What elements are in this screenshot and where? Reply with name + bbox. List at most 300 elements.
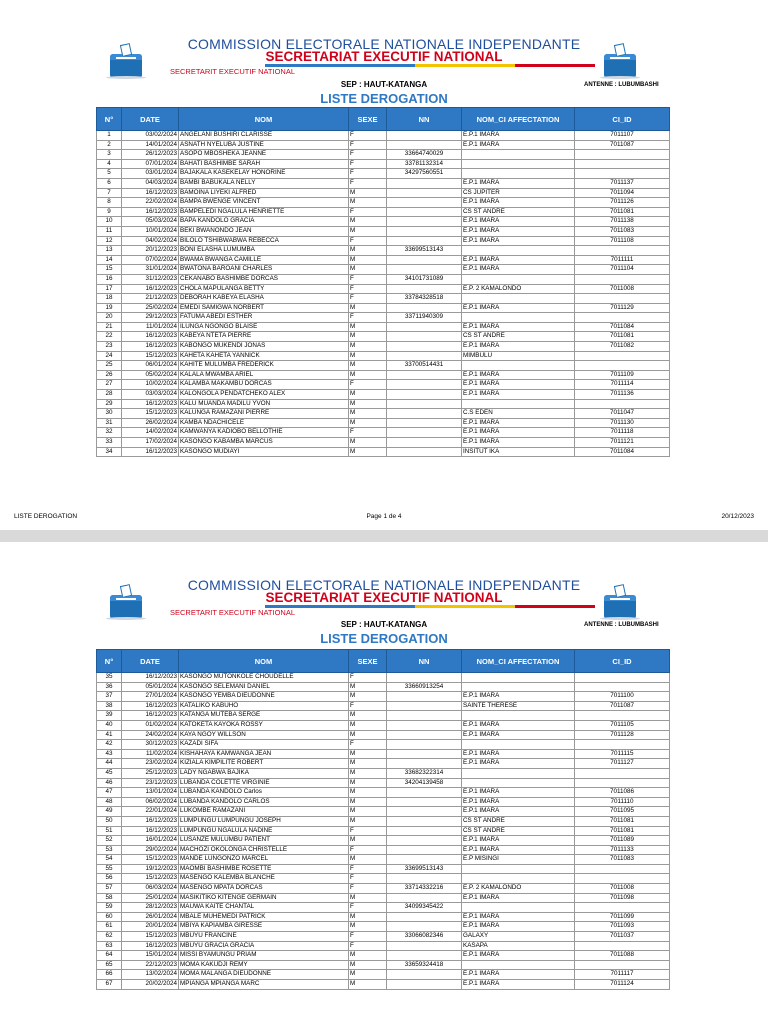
row-name: FATUMA ABEDI ESTHER <box>179 313 349 323</box>
table-row <box>97 788 670 798</box>
row-name: LUBANDA COLETTE VIRGINIE <box>179 778 349 788</box>
row-sex: M <box>349 960 387 970</box>
row-ci-id <box>575 711 670 721</box>
secretariat-title: SECRETARIAT EXECUTIF NATIONAL <box>265 49 503 64</box>
row-name: MPIANGA MPIANGA MARC <box>179 980 349 990</box>
row-ci-id <box>575 399 670 409</box>
row-nn <box>387 342 462 352</box>
row-ci-id <box>575 768 670 778</box>
row-sex: M <box>349 390 387 400</box>
col-ci-id-header: CI_ID <box>575 650 670 673</box>
table-row <box>97 759 670 769</box>
row-affectation <box>462 864 575 874</box>
row-affectation: E.P.1 IMARA <box>462 370 575 380</box>
row-ci-id: 7011129 <box>575 303 670 313</box>
table-row <box>97 692 670 702</box>
row-sex: F <box>349 932 387 942</box>
row-number: 17 <box>97 284 122 294</box>
col-ci-id-header: CI_ID <box>575 108 670 131</box>
row-ci-id: 7011109 <box>575 370 670 380</box>
row-date: 04/03/2024 <box>122 178 179 188</box>
row-number: 48 <box>97 797 122 807</box>
row-sex: F <box>349 845 387 855</box>
row-sex: M <box>349 730 387 740</box>
row-nn: 33699513143 <box>387 246 462 256</box>
row-number: 27 <box>97 380 122 390</box>
row-date: 16/12/2023 <box>122 711 179 721</box>
row-date: 04/02/2024 <box>122 236 179 246</box>
row-affectation: E.P.1 IMARA <box>462 797 575 807</box>
row-affectation: E.P.1 IMARA <box>462 692 575 702</box>
row-affectation <box>462 874 575 884</box>
row-name: LUBANDA KANDOLO Carlos <box>179 788 349 798</box>
row-affectation <box>462 682 575 692</box>
table-row <box>97 932 670 942</box>
row-date: 23/02/2024 <box>122 759 179 769</box>
table-row <box>97 720 670 730</box>
row-date: 30/12/2023 <box>122 740 179 750</box>
footer-date: 20/12/2023 <box>721 513 754 520</box>
row-name: CHOLA MAPULANGA BETTY <box>179 284 349 294</box>
row-number: 24 <box>97 351 122 361</box>
row-name: KALUNGA RAMAZANI PIERRE <box>179 409 349 419</box>
row-sex: M <box>349 893 387 903</box>
row-affectation: E.P.1 IMARA <box>462 418 575 428</box>
row-nn: 33660913254 <box>387 682 462 692</box>
row-name: MBALE MUHEMEDI PATRICK <box>179 912 349 922</box>
row-nn <box>387 284 462 294</box>
row-nn <box>387 380 462 390</box>
row-name: KAHITE MULUMBA FREDERICK <box>179 361 349 371</box>
row-ci-id: 7011126 <box>575 198 670 208</box>
row-sex: M <box>349 351 387 361</box>
row-affectation: E.P. 2 KAMALONDO <box>462 284 575 294</box>
table-row <box>97 951 670 961</box>
row-nn <box>387 701 462 711</box>
row-number: 67 <box>97 980 122 990</box>
col-date-header: DATE <box>122 650 179 673</box>
row-sex: F <box>349 150 387 160</box>
row-number: 60 <box>97 912 122 922</box>
row-sex: M <box>349 418 387 428</box>
row-affectation: E.P.1 IMARA <box>462 438 575 448</box>
row-date: 20/01/2024 <box>122 922 179 932</box>
row-nn: 33664740029 <box>387 150 462 160</box>
table-row <box>97 236 670 246</box>
row-affectation: E.P.1 IMARA <box>462 236 575 246</box>
row-nn <box>387 692 462 702</box>
row-number: 64 <box>97 951 122 961</box>
row-number: 38 <box>97 701 122 711</box>
row-name: BEKI BWANONDO JEAN <box>179 226 349 236</box>
row-date: 26/02/2024 <box>122 418 179 428</box>
table-row <box>97 816 670 826</box>
row-nn <box>387 428 462 438</box>
row-ci-id <box>575 313 670 323</box>
row-date: 25/02/2024 <box>122 303 179 313</box>
row-ci-id: 7011118 <box>575 428 670 438</box>
row-nn: 33781132314 <box>387 159 462 169</box>
document-page-2 <box>0 545 768 1024</box>
row-nn <box>387 749 462 759</box>
row-affectation: GALAXY <box>462 932 575 942</box>
row-affectation: E.P.1 IMARA <box>462 131 575 141</box>
row-affectation: E.P.1 IMARA <box>462 836 575 846</box>
row-number: 11 <box>97 226 122 236</box>
row-sex: F <box>349 740 387 750</box>
row-number: 56 <box>97 874 122 884</box>
row-date: 26/01/2024 <box>122 912 179 922</box>
row-name: KASONGO MUDIAYI <box>179 447 349 457</box>
row-affectation: E.P.1 IMARA <box>462 428 575 438</box>
table-row <box>97 845 670 855</box>
row-ci-id <box>575 960 670 970</box>
row-affectation: E.P.1 IMARA <box>462 893 575 903</box>
row-sex: M <box>349 198 387 208</box>
row-number: 5 <box>97 169 122 179</box>
row-sex: M <box>349 816 387 826</box>
row-number: 7 <box>97 188 122 198</box>
row-number: 52 <box>97 836 122 846</box>
list-title: LISTE DEROGATION <box>320 631 448 646</box>
row-ci-id <box>575 778 670 788</box>
row-number: 61 <box>97 922 122 932</box>
col-nn-header: NN <box>387 650 462 673</box>
row-nn <box>387 438 462 448</box>
row-ci-id <box>575 740 670 750</box>
row-number: 62 <box>97 932 122 942</box>
row-sex: M <box>349 246 387 256</box>
row-date: 11/02/2024 <box>122 749 179 759</box>
row-sex: F <box>349 673 387 683</box>
row-date: 20/12/2023 <box>122 246 179 256</box>
row-name: BAMPA BWENGE VINCENT <box>179 198 349 208</box>
row-nn <box>387 131 462 141</box>
table-row <box>97 207 670 217</box>
row-number: 51 <box>97 826 122 836</box>
row-number: 14 <box>97 255 122 265</box>
row-ci-id: 7011124 <box>575 980 670 990</box>
row-nn: 33700514431 <box>387 361 462 371</box>
row-sex: M <box>349 438 387 448</box>
row-nn <box>387 759 462 769</box>
row-name: KATALIKO KABUHO <box>179 701 349 711</box>
row-date: 16/12/2023 <box>122 826 179 836</box>
row-date: 29/12/2023 <box>122 313 179 323</box>
row-number: 46 <box>97 778 122 788</box>
row-nn: 33659324418 <box>387 960 462 970</box>
row-nn <box>387 351 462 361</box>
row-name: MOMA MALANGA DIEUDONNE <box>179 970 349 980</box>
row-affectation <box>462 246 575 256</box>
row-affectation <box>462 768 575 778</box>
table-row <box>97 447 670 457</box>
table-row <box>97 826 670 836</box>
table-row <box>97 941 670 951</box>
col-number-header: N° <box>97 108 122 131</box>
row-affectation: E.P.1 IMARA <box>462 922 575 932</box>
table-row <box>97 682 670 692</box>
row-affectation: E.P.1 IMARA <box>462 749 575 759</box>
row-nn <box>387 236 462 246</box>
row-sex: M <box>349 447 387 457</box>
sep-label: SEP : HAUT-KATANGA <box>340 620 428 629</box>
row-date: 01/02/2024 <box>122 720 179 730</box>
row-date: 15/12/2023 <box>122 855 179 865</box>
row-date: 05/01/2024 <box>122 682 179 692</box>
row-affectation <box>462 159 575 169</box>
table-row <box>97 322 670 332</box>
row-number: 32 <box>97 428 122 438</box>
table-row <box>97 912 670 922</box>
row-sex: M <box>349 951 387 961</box>
row-nn: 34297560551 <box>387 169 462 179</box>
row-sex: F <box>349 131 387 141</box>
col-date-header: DATE <box>122 108 179 131</box>
row-number: 44 <box>97 759 122 769</box>
row-ci-id: 7011108 <box>575 236 670 246</box>
row-number: 6 <box>97 178 122 188</box>
row-sex: M <box>349 797 387 807</box>
row-date: 17/02/2024 <box>122 438 179 448</box>
row-number: 36 <box>97 682 122 692</box>
row-sex: F <box>349 274 387 284</box>
table-row <box>97 150 670 160</box>
row-nn: 33714332216 <box>387 884 462 894</box>
row-nn <box>387 951 462 961</box>
row-affectation: E.P.1 IMARA <box>462 845 575 855</box>
row-number: 10 <box>97 217 122 227</box>
row-date: 15/12/2023 <box>122 932 179 942</box>
table-row <box>97 418 670 428</box>
row-nn <box>387 845 462 855</box>
row-nn <box>387 874 462 884</box>
row-date: 16/12/2023 <box>122 399 179 409</box>
row-number: 45 <box>97 768 122 778</box>
row-sex: M <box>349 768 387 778</box>
row-affectation <box>462 313 575 323</box>
row-name: MISSI BYAMUNGU PRIAM <box>179 951 349 961</box>
row-date: 10/02/2024 <box>122 380 179 390</box>
row-affectation: E.P.1 IMARA <box>462 970 575 980</box>
row-nn <box>387 730 462 740</box>
row-nn <box>387 399 462 409</box>
row-affectation: INSITUT IKA <box>462 447 575 457</box>
table-row <box>97 361 670 371</box>
row-ci-id: 7011087 <box>575 140 670 150</box>
row-ci-id: 7011104 <box>575 265 670 275</box>
row-ci-id <box>575 351 670 361</box>
row-date: 15/01/2024 <box>122 951 179 961</box>
table-row <box>97 893 670 903</box>
col-sexe-header: SEXE <box>349 650 387 673</box>
row-ci-id <box>575 246 670 256</box>
row-sex: M <box>349 682 387 692</box>
col-number-header: N° <box>97 650 122 673</box>
row-number: 39 <box>97 711 122 721</box>
row-name: KALU MUANDA MADILU YVON <box>179 399 349 409</box>
row-nn <box>387 409 462 419</box>
row-number: 33 <box>97 438 122 448</box>
row-number: 25 <box>97 361 122 371</box>
row-name: KASONGO YEMBA DIEUDONNE <box>179 692 349 702</box>
row-ci-id <box>575 941 670 951</box>
row-ci-id: 7011083 <box>575 855 670 865</box>
table-row <box>97 294 670 304</box>
table-row <box>97 303 670 313</box>
row-number: 49 <box>97 807 122 817</box>
row-sex: M <box>349 922 387 932</box>
row-sex: M <box>349 711 387 721</box>
row-date: 06/01/2024 <box>122 361 179 371</box>
row-name: CEKANABO BASHIMBE DORCAS <box>179 274 349 284</box>
row-date: 19/12/2023 <box>122 864 179 874</box>
row-number: 29 <box>97 399 122 409</box>
row-nn <box>387 370 462 380</box>
row-nn <box>387 303 462 313</box>
row-date: 16/12/2023 <box>122 941 179 951</box>
row-sex: F <box>349 159 387 169</box>
table-row <box>97 255 670 265</box>
row-sex: M <box>349 855 387 865</box>
commission-title: COMMISSION ELECTORALE NATIONALE INDEPENDANTE <box>187 36 581 52</box>
row-date: 10/01/2024 <box>122 226 179 236</box>
row-sex: M <box>349 807 387 817</box>
row-sex: M <box>349 361 387 371</box>
row-name: MASENGO KALEMBA BLANCHE <box>179 874 349 884</box>
row-sex: F <box>349 169 387 179</box>
row-sex: M <box>349 188 387 198</box>
row-sex: M <box>349 759 387 769</box>
row-sex: M <box>349 912 387 922</box>
table-row <box>97 246 670 256</box>
row-name: MASIKITIKO KITENGE GERMAIN <box>179 893 349 903</box>
row-ci-id: 7011111 <box>575 255 670 265</box>
table-row <box>97 855 670 865</box>
flag-stripe-yellow <box>415 64 515 67</box>
antenne-label: ANTENNE : LUBUMBASHI <box>584 622 659 628</box>
row-date: 31/12/2023 <box>122 274 179 284</box>
row-number: 8 <box>97 198 122 208</box>
commission-title: COMMISSION ELECTORALE NATIONALE INDEPENDANTE <box>187 577 581 593</box>
row-affectation: E.P.1 IMARA <box>462 951 575 961</box>
row-nn: 34204139458 <box>387 778 462 788</box>
row-nn <box>387 418 462 428</box>
row-sex: F <box>349 236 387 246</box>
row-sex: M <box>349 370 387 380</box>
row-date: 25/12/2023 <box>122 768 179 778</box>
row-nn <box>387 447 462 457</box>
row-sex: F <box>349 864 387 874</box>
row-name: LUKOMBE RAMAZANI <box>179 807 349 817</box>
row-number: 21 <box>97 322 122 332</box>
row-number: 19 <box>97 303 122 313</box>
table-row <box>97 836 670 846</box>
row-nn: 34099345422 <box>387 903 462 913</box>
row-affectation: C.S EDEN <box>462 409 575 419</box>
table-row <box>97 711 670 721</box>
table-row <box>97 730 670 740</box>
row-affectation <box>462 399 575 409</box>
row-nn <box>387 797 462 807</box>
row-number: 4 <box>97 159 122 169</box>
row-sex: M <box>349 720 387 730</box>
row-ci-id: 7011081 <box>575 207 670 217</box>
row-ci-id: 7011107 <box>575 131 670 141</box>
row-affectation: KASAPA <box>462 941 575 951</box>
row-name: LUMPUNGU NGALULA NADINE <box>179 826 349 836</box>
row-name: KISHAHAYA KAMWANGA JEAN <box>179 749 349 759</box>
row-name: KATANGA MUTEBA SERGE <box>179 711 349 721</box>
row-date: 22/01/2024 <box>122 807 179 817</box>
row-sex: F <box>349 284 387 294</box>
row-name: LADY NGABWA BAJIKA <box>179 768 349 778</box>
table-row <box>97 807 670 817</box>
row-ci-id: 7011117 <box>575 970 670 980</box>
row-ci-id: 7011086 <box>575 788 670 798</box>
secretariat-subtitle: SECRETARIT EXECUTIF NATIONAL <box>170 608 296 617</box>
row-nn: 33682322314 <box>387 768 462 778</box>
row-sex: F <box>349 178 387 188</box>
row-number: 3 <box>97 150 122 160</box>
row-affectation: CS ST ANDRE <box>462 207 575 217</box>
row-number: 35 <box>97 673 122 683</box>
row-nn <box>387 922 462 932</box>
table-row <box>97 778 670 788</box>
row-ci-id: 7011081 <box>575 816 670 826</box>
row-affectation: E.P.1 IMARA <box>462 788 575 798</box>
row-nn <box>387 855 462 865</box>
row-number: 47 <box>97 788 122 798</box>
row-number: 22 <box>97 332 122 342</box>
row-name: EMEDI SAMIGWA NORBERT <box>179 303 349 313</box>
row-ci-id: 7011083 <box>575 226 670 236</box>
row-date: 15/12/2023 <box>122 874 179 884</box>
row-affectation <box>462 778 575 788</box>
row-name: BAPA KANDOLO GRACIA <box>179 217 349 227</box>
row-affectation <box>462 150 575 160</box>
row-affectation: E.P.1 IMARA <box>462 807 575 817</box>
row-date: 29/02/2024 <box>122 845 179 855</box>
row-ci-id <box>575 874 670 884</box>
row-ci-id: 7011110 <box>575 797 670 807</box>
row-nn <box>387 140 462 150</box>
table-row <box>97 884 670 894</box>
row-date: 06/02/2024 <box>122 797 179 807</box>
row-ci-id: 7011037 <box>575 932 670 942</box>
row-affectation: E.P.1 IMARA <box>462 265 575 275</box>
row-number: 23 <box>97 342 122 352</box>
table-row <box>97 159 670 169</box>
row-affectation: CS ST ANDRE <box>462 816 575 826</box>
row-number: 31 <box>97 418 122 428</box>
row-ci-id: 7011100 <box>575 692 670 702</box>
row-ci-id <box>575 159 670 169</box>
table-row <box>97 169 670 179</box>
row-name: KASONGO MUTONKOLE CHOUDELLE <box>179 673 349 683</box>
table-row <box>97 380 670 390</box>
table-row <box>97 768 670 778</box>
table-row <box>97 342 670 352</box>
row-date: 16/12/2023 <box>122 188 179 198</box>
row-affectation: E.P.1 IMARA <box>462 178 575 188</box>
derogation-table <box>96 107 670 457</box>
row-ci-id: 7011084 <box>575 447 670 457</box>
table-row <box>97 922 670 932</box>
row-date: 23/12/2023 <box>122 778 179 788</box>
row-name: BAMPELEDI NGALULA HENRIETTE <box>179 207 349 217</box>
row-date: 22/02/2024 <box>122 198 179 208</box>
